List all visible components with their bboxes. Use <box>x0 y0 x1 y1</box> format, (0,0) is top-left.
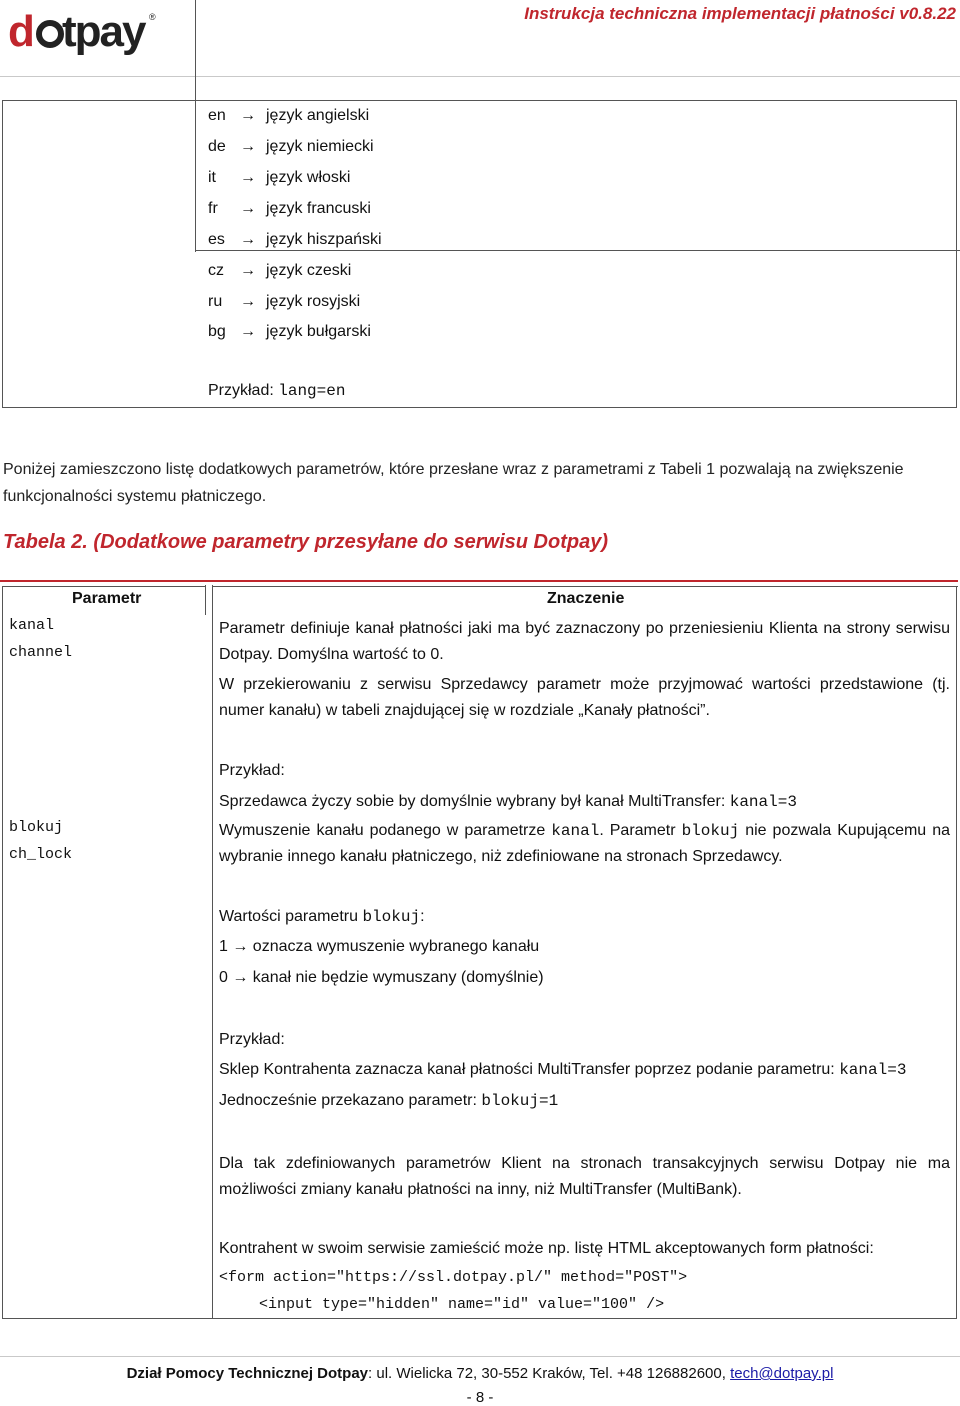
document-title: Instrukcja techniczna implementacji płatności v0.8.22 <box>524 4 956 23</box>
arrow-icon: → <box>240 293 256 310</box>
list-item <box>208 135 374 159</box>
example-text: Sklep Kontrahenta zaznacza kanał płatności MultiTransfer poprzez podanie parametru: <box>219 1061 840 1078</box>
code-snippet: kanal <box>551 822 600 840</box>
svg-text:tpay: tpay <box>62 8 145 56</box>
table-caption: Tabela 2. (Dodatkowe parametry przesyłane do serwisu Dotpay) <box>3 531 608 553</box>
dotpay-logo <box>8 8 158 56</box>
table-divider <box>212 586 958 587</box>
table-divider <box>212 585 213 1318</box>
table-divider <box>205 585 206 615</box>
arrow-icon: → <box>240 200 256 217</box>
example-line <box>208 382 345 400</box>
code-snippet: blokuj <box>681 822 740 840</box>
code-snippet: lang=en <box>278 382 346 400</box>
param-description: Parametr definiuje kanał płatności jaki ma być zaznaczony po przeniesieniu Klienta na strony serwisu Dotpay. Domyślna wartość to 0. <box>219 620 950 663</box>
arrow-icon: → <box>240 107 256 124</box>
arrow-icon: → <box>240 231 256 248</box>
language-name: język niemiecki <box>266 138 374 155</box>
list-item <box>208 320 371 344</box>
language-code: bg <box>208 323 226 340</box>
language-code: es <box>208 231 225 248</box>
example-text: Sprzedawca życzy sobie by domyślnie wybrany był kanał MultiTransfer: <box>219 793 730 810</box>
example-label: Przykład: <box>208 382 274 399</box>
footer-dept: Dział Pomocy Technicznej Dotpay <box>126 1365 369 1382</box>
language-name: język rosyjski <box>266 293 361 310</box>
example-line <box>219 1061 906 1079</box>
table-top-rule <box>0 580 958 582</box>
footer-address: : ul. Wielicka 72, 30-552 Kraków, Tel. +48 126882600, <box>368 1365 731 1382</box>
language-table <box>2 100 957 408</box>
list-item <box>208 228 382 252</box>
desc-text: Wartości parametru <box>219 908 363 925</box>
desc-text: nie pozwala Kupującemu na wybranie innego kanału płatniczego, niż zdefiniowane na stronach Sprzedawcy. <box>219 822 951 865</box>
desc-text: : <box>420 908 425 925</box>
column-header-param: Parametr <box>72 590 142 607</box>
param-name: blokuj <box>9 819 64 836</box>
param-name: kanal <box>9 617 55 634</box>
footer-divider <box>0 1356 960 1357</box>
desc-text: Wymuszenie kanału podanego w parametrze <box>219 822 552 839</box>
arrow-icon: → <box>240 262 256 279</box>
example-label: Przykład: <box>219 762 285 779</box>
list-item <box>208 197 371 221</box>
language-code: en <box>208 107 226 124</box>
value-item: 0 → kanał nie będzie wymuszany (domyślnie) <box>219 969 544 986</box>
column-header-meaning: Znaczenie <box>547 590 625 607</box>
header-divider <box>0 76 960 77</box>
code-snippet: kanal=3 <box>729 793 797 811</box>
svg-text:®: ® <box>149 12 156 22</box>
intro-paragraph: Poniżej zamieszczono listę dodatkowych parametrów, które przesłane wraz z parametrami z Tabeli 1 pozwalają na zwiększenie funkcjonalności systemu płatniczego. <box>3 461 904 505</box>
code-snippet: <input type="hidden" name="id" value="100" /> <box>259 1296 665 1313</box>
language-name: język hiszpański <box>266 231 382 248</box>
language-code: ru <box>208 293 223 310</box>
list-item <box>208 290 360 314</box>
example-line <box>219 1092 558 1110</box>
language-code: cz <box>208 262 224 279</box>
table-divider <box>195 0 196 252</box>
language-name: język francuski <box>266 200 371 217</box>
param-alias: channel <box>9 644 73 661</box>
svg-text:d: d <box>8 8 33 56</box>
value-item: 1 → oznacza wymuszenie wybranego kanału <box>219 938 540 955</box>
language-code: de <box>208 138 226 155</box>
desc-text: . Parametr <box>599 822 682 839</box>
arrow-icon: → <box>240 138 256 155</box>
table-divider <box>2 586 206 587</box>
code-snippet: blokuj <box>362 908 421 926</box>
language-name: język czeski <box>266 262 352 279</box>
note-paragraph: Dla tak zdefiniowanych parametrów Klient na stronach transakcyjnych serwisu Dotpay nie ma możliwości zmiany kanału płatności na inny, niż MultiTransfer (MultiBank). <box>219 1155 950 1198</box>
arrow-icon: → <box>240 323 256 340</box>
code-snippet: <form action="https://ssl.dotpay.pl/" method="POST"> <box>219 1269 688 1286</box>
example-line <box>219 793 797 811</box>
language-name: język bułgarski <box>266 323 371 340</box>
example-label: Przykład: <box>219 1031 285 1048</box>
values-label <box>219 908 425 926</box>
language-code: fr <box>208 200 218 217</box>
list-item <box>208 166 350 190</box>
email-link[interactable]: tech@dotpay.pl <box>730 1365 834 1382</box>
param-description: W przekierowaniu z serwisu Sprzedawcy parametr może przyjmować wartości przedstawione (tj. numer kanału) w tabeli znajdującej się w rozdziale „Kanały płatności”. <box>219 676 950 719</box>
language-name: język angielski <box>266 107 370 124</box>
example-text: Jednocześnie przekazano parametr: <box>219 1092 482 1109</box>
list-item <box>208 104 369 128</box>
arrow-icon: → <box>240 169 256 186</box>
param-description <box>219 818 950 870</box>
code-snippet: blokuj=1 <box>481 1092 559 1110</box>
list-item <box>208 259 351 283</box>
language-code: it <box>208 169 216 186</box>
param-alias: ch_lock <box>9 846 73 863</box>
language-name: język włoski <box>266 169 351 186</box>
html-intro: Kontrahent w swoim serwisie zamieścić może np. listę HTML akceptowanych form płatności: <box>219 1240 874 1257</box>
page-number: - 8 - <box>466 1389 494 1406</box>
code-snippet: kanal=3 <box>839 1061 907 1079</box>
footer <box>0 1365 960 1382</box>
